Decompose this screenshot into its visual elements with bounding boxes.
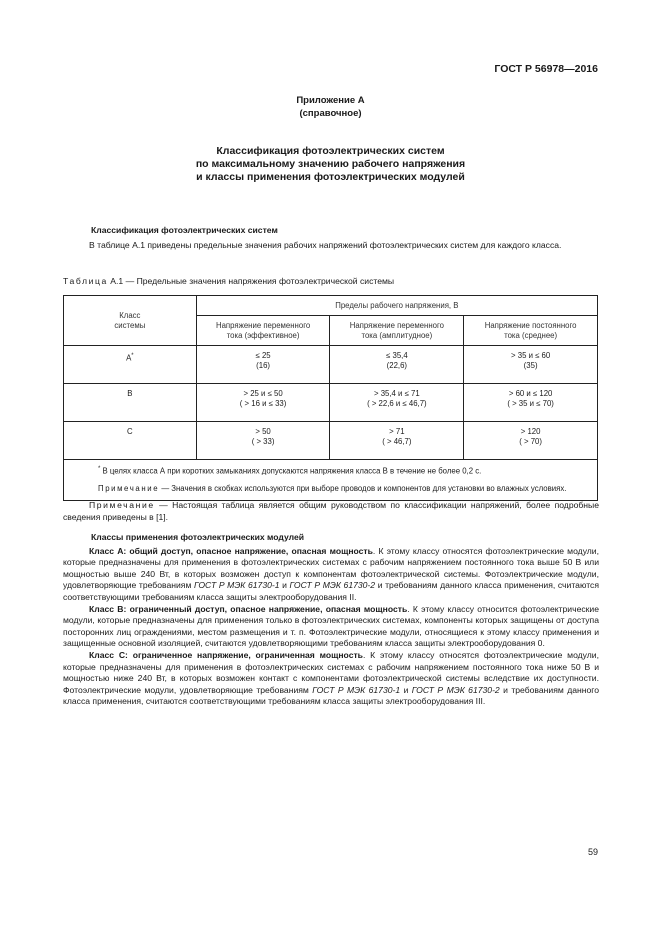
title-line-2: по максимальному значению рабочего напряжения [195,158,466,170]
table-row [64,384,598,422]
value-cell: ≤ 35,4 (22,6) [330,346,464,384]
value-cell: > 35 и ≤ 60 (35) [464,346,598,384]
title-line-3: и классы применения фотоэлектрических модулей [196,171,465,183]
class-cell: В [64,384,197,422]
page-number: 59 [587,847,598,857]
class-cell: С [64,422,197,460]
appendix-title: Приложение А [296,95,365,106]
appendix-type: (справочное) [299,108,362,119]
class-a-paragraph: Класс А: общий доступ, опасное напряжение, опасная мощность. К этому классу относятся фотоэлектрические модули, которые предназначены для применения в фотоэлектрических системах с рабочим напряжением постоянного тока выше 50 В или мощностью выше 240 Вт, в которых возможен доступ к компонентам фотоэлектрической системы. Фотоэлектрические модули, удовлетворяющие требованиям ГОСТ Р МЭК 61730-1 и ГОСТ Р МЭК 61730-2 и требованиям данного класса применения, считаются соответствующими требованиям класса защиты электрооборудования II. [63,545,599,602]
section-heading: Классы применения фотоэлектрических модулей [91,532,305,542]
table-row [64,422,598,460]
standard-code: ГОСТ Р 56978—2016 [494,63,598,75]
section-intro: В таблице А.1 приведены предельные значения рабочих напряжений фотоэлектрических систем для каждого класса. [89,239,562,250]
section-application-classes [63,532,599,708]
value-cell: > 35,4 и ≤ 71 ( > 22,6 и ≤ 46,7) [330,384,464,422]
value-cell: > 50 ( > 33) [196,422,330,460]
section-classification [63,225,599,251]
header-dc-cell: Напряжение постоянного тока (среднее) [464,316,598,346]
general-note: Примечание — Настоящая таблица является общим руководством по классификации напряжений, более подробные сведения приведены в [1]. [63,500,600,522]
table-footnote: * В целях класса А при коротких замыканиях допускаются напряжения класса В в течение не более 0,2 с. [98,466,482,476]
value-cell: > 60 и ≤ 120 ( > 35 и ≤ 70) [464,384,598,422]
table-caption [63,276,394,286]
title-line-1: Классификация фотоэлектрических систем [216,145,445,157]
header-ac-rms-cell: Напряжение переменного тока (эффективное) [196,316,330,346]
class-b-paragraph: Класс В: ограниченный доступ, опасное напряжение, опасная мощность. К этому классу относится фотоэлектрические модули, которые предназначены для применения только в фотоэлектрических системах, компоненты которых защищены от доступа посторонних лиц ограждениями, местом размещения и т. п. Фотоэлектрические модули, относящиеся к этому классу применения и защищенные основной изоляцией, считаются удовлетворяющими требованиям класса защиты электрооборудования 0. [63,603,599,649]
voltage-limits-table [63,295,598,501]
table-caption-text: А.1 — Предельные значения напряжения фотоэлектрической системы [110,276,395,286]
table-row [64,346,598,384]
page-title [0,145,661,184]
table-note: Примечание — Значения в скобках используются при выборе проводов и компонентов для установки во влажных условиях. [98,483,567,493]
table-caption-label: Таблица [63,276,108,286]
table-notes-cell [64,460,598,501]
table-notes-row [64,460,598,501]
value-cell: > 120 ( > 70) [464,422,598,460]
header-group-cell: Пределы рабочего напряжения, В [196,296,597,316]
class-c-paragraph: Класс С: ограниченное напряжение, ограниченная мощность. К этому классу относятся фотоэлектрические модули, которые предназначены для применения в фотоэлектрических системах с рабочим напряжением постоянного тока ниже 50 В и мощностью ниже 240 Вт, в которых возможен контакт с компонентами фотоэлектрической системы вследствие их доступности. Фотоэлектрические модули, удовлетворяющие требованиям ГОСТ Р МЭК 61730-1 и ГОСТ Р МЭК 61730-2 и требованиям данного класса применения, считаются соответствующими требованиям класса защиты электрооборудования III. [63,649,599,707]
header-class-cell: Класс системы [64,296,197,346]
value-cell: ≤ 25 (16) [196,346,330,384]
section-heading: Классификация фотоэлектрических систем [91,225,278,235]
class-cell: А* [64,346,197,384]
value-cell: > 25 и ≤ 50 ( > 16 и ≤ 33) [196,384,330,422]
header-ac-peak-cell: Напряжение переменного тока (амплитудное) [330,316,464,346]
value-cell: > 71 ( > 46,7) [330,422,464,460]
appendix-heading [0,94,661,120]
